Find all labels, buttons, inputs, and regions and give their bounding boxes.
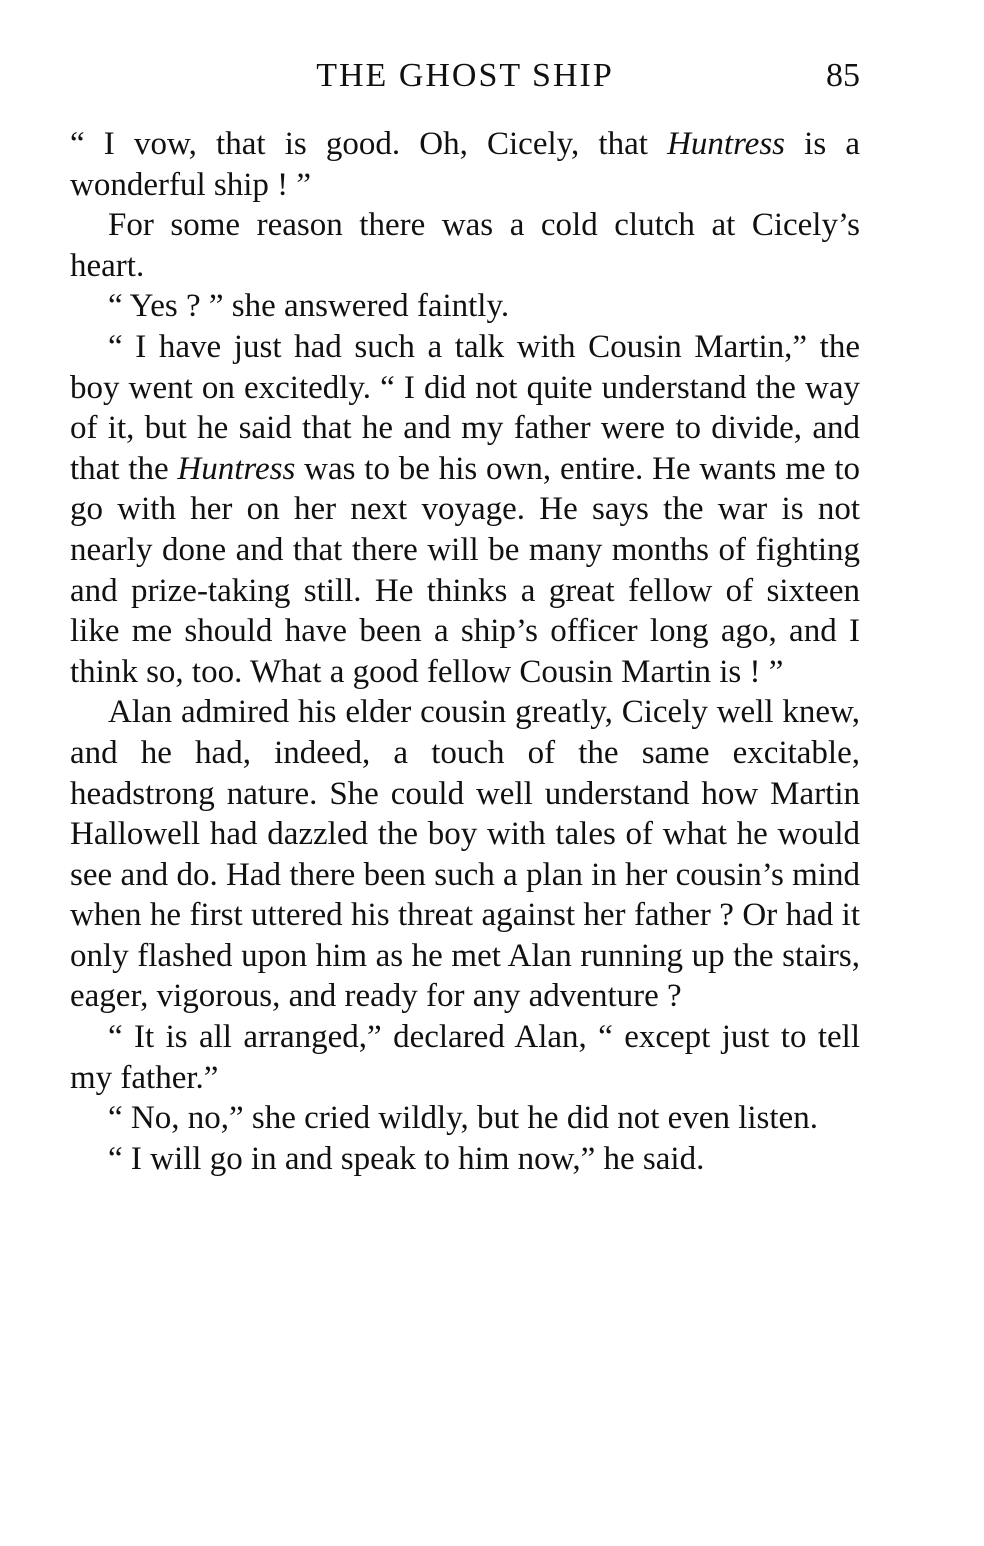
paragraph-3: “ Yes ? ” she answered faintly.: [108, 288, 510, 325]
body-text: [70, 124, 860, 1179]
paragraph-4-text-a: “ I have just had such a talk with Cousin Martin,” the boy went on excitedly. “ I did not quite understand the way of it, but he said that he and my father were to divide, and that the: [70, 328, 860, 487]
paragraph-4-text-b: was to be his own, entire. He wants me to go with her on her next voyage. He says the war is not nearly done and that there will be many months of fighting and prize-taking still. He thinks a great fellow of sixteen like me should have been a ship’s officer long ago, and I think so, too. What a good fellow Cousin Martin is ! ”: [70, 450, 860, 690]
running-title: THE GHOST SHIP: [316, 57, 614, 94]
running-head: [70, 52, 860, 100]
ship-name-italic: Huntress: [667, 126, 786, 162]
paragraph-1-text-a: “ I vow, that is good. Oh, Cicely, that: [70, 126, 668, 162]
ship-name-italic: Huntress: [177, 450, 296, 487]
paragraph-5: Alan admired his elder cousin greatly, Cicely well knew, and he had, indeed, a touch of the same excitable, headstrong nature. She could well understand how Martin Hallowell had dazzled the boy with tales of what he would see and do. Had there been such a plan in her cousin’s mind when he first uttered his threat against her father ? Or had it only flashed upon him as he met Alan running up the stairs, eager, vigorous, and ready for any adventure ?: [70, 694, 860, 1015]
paragraph-6: “ It is all arranged,” declared Alan, “ except just to tell my father.”: [70, 1019, 860, 1096]
paragraph-1-text-b: is a wonderful ship ! ”: [70, 126, 860, 203]
paragraph-2: For some reason there was a cold clutch at Cicely’s heart.: [70, 207, 860, 284]
page-number: 85: [826, 57, 860, 94]
paragraph-8: “ I will go in and speak to him now,” he said.: [108, 1140, 705, 1177]
paragraph-1: [70, 124, 860, 205]
paragraph-4: [70, 327, 860, 692]
paragraph-7: “ No, no,” she cried wildly, but he did not even listen.: [108, 1100, 818, 1137]
